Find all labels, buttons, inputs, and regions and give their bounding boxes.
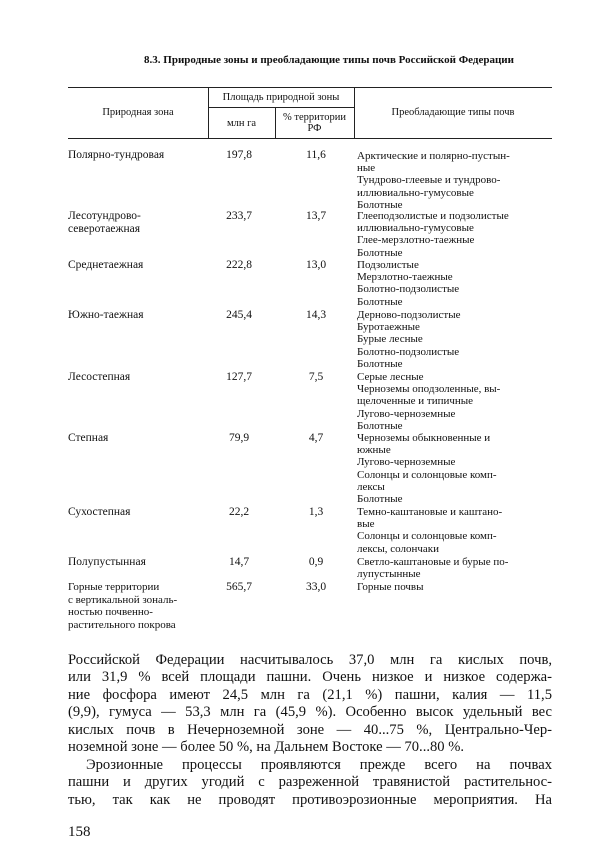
zone-name (68, 149, 218, 162)
body-paragraph (68, 757, 552, 809)
area-pct-value: 33,0 (305, 581, 327, 593)
area-mln-value: 197,8 (226, 149, 252, 161)
soil-type-line: Мерзлотно-таежные (357, 271, 453, 284)
soil-type-line: вые (357, 518, 375, 531)
soil-type-line: Светло-каштановые и бурые по- (357, 556, 509, 568)
zone-name-line: Степная (68, 432, 109, 444)
zone-name (68, 432, 218, 445)
soil-type-line: лексы, солончаки (357, 542, 439, 555)
zone-name (68, 371, 218, 384)
soil-types (357, 309, 567, 370)
paragraph-line: пашни и других угодий с разреженной травянистой растительнос- (68, 774, 552, 791)
zone-name (68, 210, 218, 236)
zone-name (68, 259, 218, 272)
soil-types (357, 371, 567, 432)
page-number: 158 (68, 824, 91, 840)
header-zone: Природная зона (102, 107, 174, 118)
zone-name-line: с вертикальной зональ- (68, 593, 178, 606)
header-area-group: Площадь природной зоны (222, 92, 340, 103)
area-pct-value: 11,6 (306, 149, 326, 161)
soil-type-line: Арктические и полярно-пустын- (357, 150, 510, 162)
soil-type-line: лупустынные (357, 568, 421, 581)
soil-types (357, 432, 567, 505)
header-area-mln: млн га (226, 118, 257, 129)
area-mln-value: 565,7 (226, 581, 252, 593)
soil-type-line: иллювиально-гумусовые (357, 186, 474, 199)
area-pct-value: 0,9 (308, 556, 324, 568)
zone-name-line: Южно-таежная (68, 309, 144, 321)
soil-type-line: Темно-каштановые и каштано- (357, 506, 503, 518)
table-title: 8.3. Природные зоны и преобладающие типы почв Российской Федерации (144, 54, 514, 66)
soil-type-line: Болотно-подзолистые (357, 283, 460, 296)
area-pct-value: 7,5 (308, 371, 324, 383)
paragraph-line: кислых почв в Нечерноземной зоне — 40...75 %, Центрально-Чер- (68, 721, 552, 738)
area-mln-value: 79,9 (228, 432, 250, 444)
table-top-rule (68, 87, 552, 88)
soil-type-line: Глее-мерзлотно-таежные (357, 234, 475, 247)
header-area-pct-line1: % территории (283, 112, 346, 123)
soil-type-line: Лугово-черноземные (357, 456, 456, 469)
soil-type-line: Солонцы и солонцовые комп- (357, 468, 497, 481)
paragraph-line: ноземной зоне — более 50 %, на Дальнем Востоке — 70...80 %. (68, 739, 465, 756)
soil-types (357, 581, 567, 593)
area-mln-value: 222,8 (226, 259, 252, 271)
soil-type-line: Лугово-черноземные (357, 407, 456, 420)
soil-type-line: Подзолистые (357, 259, 419, 271)
header-area-pct-line2: РФ (307, 123, 322, 134)
area-mln-value: 14,7 (228, 556, 250, 568)
zone-name-line: Полупустынная (68, 556, 146, 568)
soil-type-line: лексы (357, 480, 385, 493)
soil-type-line: Серые лесные (357, 371, 424, 383)
zone-name-line: ностью почвенно- (68, 606, 153, 618)
zone-name (68, 581, 218, 631)
soil-type-line: Глееподзолистые и подзолистые (357, 210, 509, 222)
area-pct-value: 13,7 (305, 210, 327, 222)
zone-name-line: Полярно-тундровая (68, 149, 165, 161)
soil-type-line: Буротаежные (357, 321, 420, 334)
area-mln-value: 233,7 (226, 210, 252, 222)
zone-name-line: Сухостепная (68, 506, 131, 518)
paragraph-line: Эрозионные процессы проявляются прежде всего на почвах (86, 757, 552, 773)
soil-type-line: Болотные (357, 246, 403, 259)
soil-type-line: Черноземы обыкновенные и (357, 432, 491, 444)
zone-name-line: растительного покрова (68, 618, 176, 631)
area-pct-value: 13,0 (305, 259, 327, 271)
soil-type-line: щелоченные и типичные (357, 395, 474, 408)
body-paragraph (68, 652, 552, 756)
area-pct-value: 4,7 (308, 432, 324, 444)
soil-type-line: Болотные (357, 419, 403, 432)
soil-type-line: южные (357, 444, 391, 457)
zone-name-line: Среднетаежная (68, 259, 144, 271)
paragraph-line: (9,9), гумуса — 53,3 млн га (45,9 %). Особенно высок удельный вес (68, 704, 552, 721)
zone-name-line: северотаежная (68, 223, 141, 235)
paragraph-line: или 31,9 % всей площади пашни. Очень низкое и низкое содержа- (68, 669, 552, 686)
table-header-bottom-rule (68, 138, 552, 139)
zone-name (68, 506, 218, 519)
area-pct-value: 14,3 (305, 309, 327, 321)
soil-type-line: Горные почвы (357, 581, 424, 593)
zone-name-line: Горные территории (68, 581, 160, 593)
soil-types (357, 556, 567, 580)
soil-types (357, 210, 567, 259)
paragraph-line: ние фосфора имеют 24,5 млн га (21,1 %) пашни, калия — 11,5 (68, 686, 552, 703)
zone-name-line: Лесостепная (68, 371, 131, 383)
soil-types (357, 259, 567, 308)
zone-name (68, 309, 218, 322)
soil-types (357, 506, 567, 555)
soil-type-line: Болотно-подзолистые (357, 345, 460, 358)
soil-type-line: Солонцы и солонцовые комп- (357, 530, 497, 543)
soil-type-line: Бурые лесные (357, 333, 423, 346)
paragraph-line: тью, так как не проводят противоэрозионные мероприятия. На (68, 791, 552, 808)
area-mln-value: 127,7 (226, 371, 252, 383)
soil-type-line: Дерново-подзолистые (357, 309, 461, 321)
soil-type-line: Болотные (357, 493, 403, 506)
soil-types (357, 150, 567, 211)
area-mln-value: 245,4 (226, 309, 252, 321)
zone-name (68, 556, 218, 569)
paragraph-line: Российской Федерации насчитывалось 37,0 млн га кислых почв, (68, 652, 552, 668)
soil-type-line: Болотные (357, 295, 403, 308)
soil-type-line: ные (357, 162, 376, 175)
soil-type-line: Болотные (357, 357, 403, 370)
soil-type-line: иллювиально-гумусовые (357, 222, 474, 235)
header-soils: Преобладающие типы почв (391, 107, 515, 118)
area-pct-value: 1,3 (308, 506, 324, 518)
area-group-rule (208, 107, 354, 108)
soil-type-line: Болотные (357, 198, 403, 211)
area-mln-value: 22,2 (228, 506, 250, 518)
soil-type-line: Черноземы оподзоленные, вы- (357, 383, 501, 396)
soil-type-line: Тундрово-глеевые и тундрово- (357, 174, 501, 187)
zone-name-line: Лесотундрово- (68, 210, 141, 222)
